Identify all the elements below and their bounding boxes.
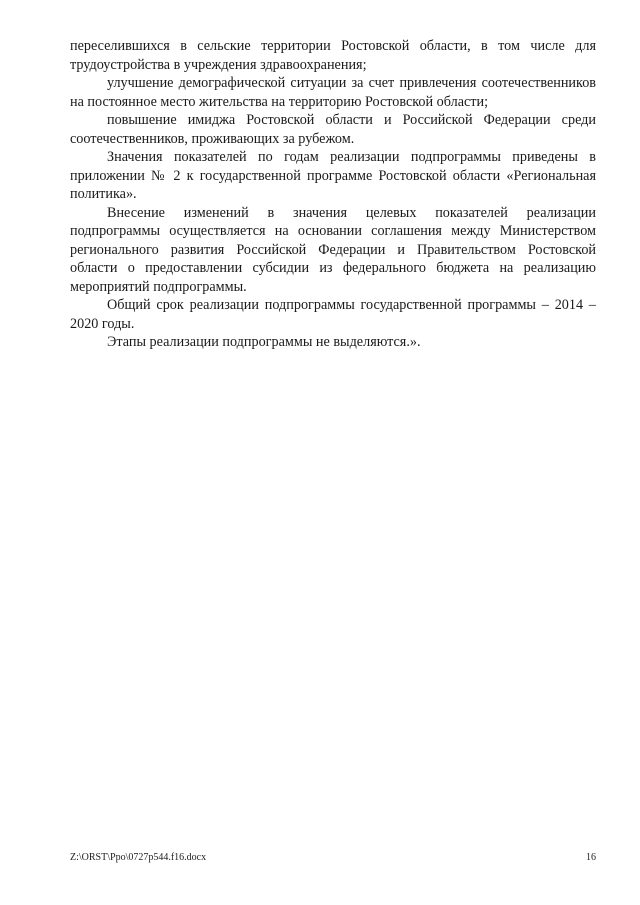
paragraph-indicator-values: Значения показателей по годам реализации подпрограммы приведены в приложении № 2 к государственной программе Ростовской области «Региональная политика». bbox=[70, 149, 596, 202]
paragraph-image: повышение имиджа Ростовской области и Российской Федерации среди соотечественников, проживающих за рубежом. bbox=[70, 112, 596, 147]
paragraph-stages: Этапы реализации подпрограммы не выделяются.». bbox=[107, 334, 421, 350]
footer-file-path: Z:\ORST\Ppo\0727p544.f16.docx bbox=[70, 852, 207, 863]
document-body bbox=[70, 37, 596, 352]
paragraph-continuation: переселившихся в сельские территории Ростовской области, в том числе для трудоустройства в учреждения здравоохранения; bbox=[70, 38, 596, 73]
page-number: 16 bbox=[586, 852, 596, 863]
paragraph-term: Общий срок реализации подпрограммы государственной программы – 2014 – 2020 годы. bbox=[70, 297, 596, 332]
paragraph-changes: Внесение изменений в значения целевых показателей реализации подпрограммы осуществляется на основании соглашения между Министерством регионального развития Российской Федерации и Правительством Ростовской области о предоставлении субсидии из федерального бюджета на реализацию мероприятий подпрограммы. bbox=[70, 204, 596, 295]
paragraph-demography: улучшение демографической ситуации за счет привлечения соотечественников на постоянное место жительства на территорию Ростовской области; bbox=[70, 75, 596, 110]
